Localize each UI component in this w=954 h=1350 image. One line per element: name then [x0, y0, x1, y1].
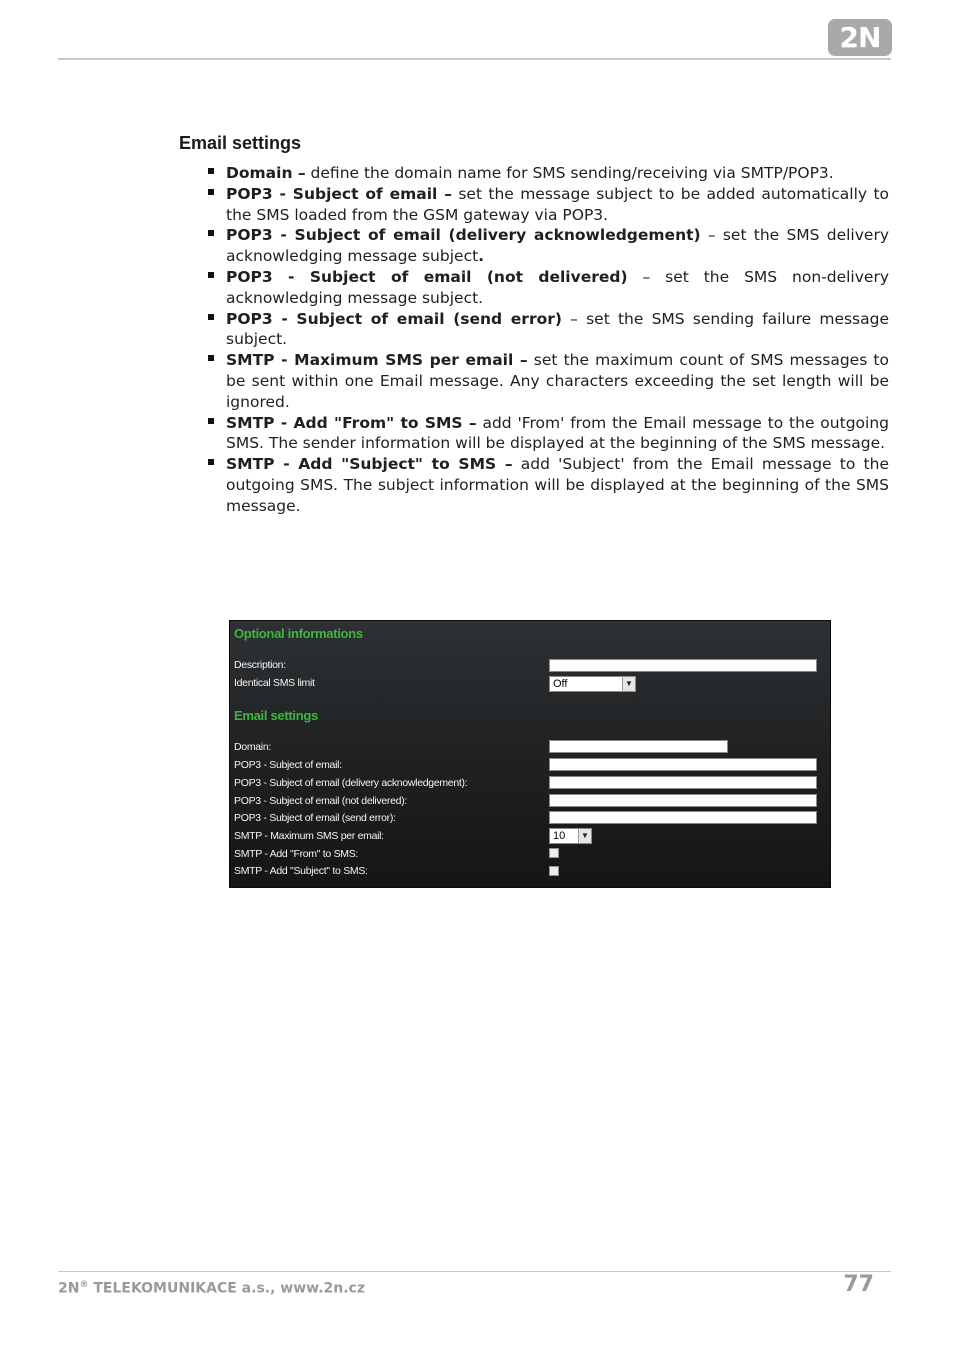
pop3-delivery-ack-input[interactable] [549, 776, 817, 789]
header-divider [58, 58, 891, 60]
list-item [206, 225, 889, 267]
smtp-add-from-label: SMTP - Add "From" to SMS: [234, 848, 359, 860]
list-item-term: SMTP - Add "From" to SMS – [226, 413, 477, 432]
description-input[interactable] [549, 659, 817, 672]
list-item-term: POP3 - Subject of email (send error) [226, 309, 562, 328]
list-item-desc: set the maximum count of SMS messages to be sent within one Email message. Any characters exceeding the set length will be ignored. [226, 351, 889, 411]
brand-logo: 2N [828, 19, 892, 56]
list-item-term: POP3 - Subject of email (not delivered) [226, 267, 628, 286]
registered-mark: ® [79, 1280, 89, 1290]
list-item-desc: – set the SMS non-delivery acknowledging message subject. [226, 267, 889, 307]
description-label: Description: [234, 659, 286, 671]
chevron-down-icon[interactable]: ▼ [622, 677, 635, 691]
section-title: Email settings [179, 133, 302, 153]
optional-info-heading: Optional informations [234, 626, 363, 641]
list-item [206, 267, 889, 309]
chevron-down-icon[interactable]: ▼ [578, 829, 591, 843]
smtp-max-sms-value: 10 [553, 830, 566, 842]
list-item-desc: – set the SMS sending failure message subject. [226, 309, 890, 349]
identical-sms-limit-select[interactable] [549, 676, 636, 692]
smtp-max-sms-label: SMTP - Maximum SMS per email: [234, 830, 384, 842]
pop3-delivery-ack-label: POP3 - Subject of email (delivery acknowledgement): [234, 777, 468, 789]
footer-divider [58, 1271, 891, 1272]
settings-form-screenshot [229, 620, 831, 888]
identical-sms-limit-value: Off [553, 678, 568, 690]
pop3-subject-input[interactable] [549, 758, 817, 771]
smtp-add-from-checkbox[interactable] [549, 848, 559, 858]
page-number: 77 [843, 1272, 874, 1297]
domain-label: Domain: [234, 741, 271, 753]
footer-company-name: TELEKOMUNIKACE a.s., www.2n.cz [88, 1280, 365, 1297]
pop3-send-error-label: POP3 - Subject of email (send error): [234, 812, 396, 824]
list-item-term: POP3 - Subject of email (delivery acknowledgement) [226, 226, 701, 245]
smtp-max-sms-select[interactable] [549, 828, 592, 844]
pop3-not-delivered-label: POP3 - Subject of email (not delivered): [234, 795, 408, 807]
list-item [206, 350, 889, 412]
pop3-send-error-input[interactable] [549, 811, 817, 824]
list-item [206, 413, 889, 455]
list-item-desc: – set the SMS delivery acknowledging message subject [226, 226, 889, 266]
pop3-not-delivered-input[interactable] [549, 794, 817, 807]
list-item-term: SMTP - Add "Subject" to SMS – [226, 455, 513, 474]
domain-input[interactable] [549, 740, 728, 753]
smtp-add-subject-checkbox[interactable] [549, 866, 559, 876]
list-item [206, 309, 889, 351]
identical-sms-limit-label: Identical SMS limit [234, 677, 315, 689]
footer-brand: 2N [58, 1280, 80, 1297]
list-item-term: SMTP - Maximum SMS per email – [226, 351, 528, 370]
list-item-desc: add 'From' from the Email message to the outgoing SMS. The sender information will be displayed at the beginning of the SMS message. [226, 413, 889, 453]
list-item [206, 163, 889, 184]
list-item-desc: set the message subject to be added automatically to the SMS loaded from the GSM gateway via POP3. [226, 184, 890, 224]
list-item-term: Domain – [226, 164, 306, 182]
list-item-desc: add 'Subject' from the Email message to the outgoing SMS. The subject information will be displayed at the beginning of the SMS message. [226, 455, 889, 515]
smtp-add-subject-label: SMTP - Add "Subject" to SMS: [234, 865, 368, 877]
list-item-desc: define the domain name for SMS sending/receiving via SMTP/POP3. [305, 164, 834, 182]
settings-description-list [206, 163, 889, 517]
list-item [206, 184, 889, 226]
footer-company [58, 1280, 365, 1297]
list-item [206, 454, 889, 516]
pop3-subject-label: POP3 - Subject of email: [234, 759, 342, 771]
list-item-term: POP3 - Subject of email – [226, 184, 452, 203]
email-settings-heading: Email settings [234, 708, 318, 723]
list-item-tail: . [478, 247, 485, 266]
